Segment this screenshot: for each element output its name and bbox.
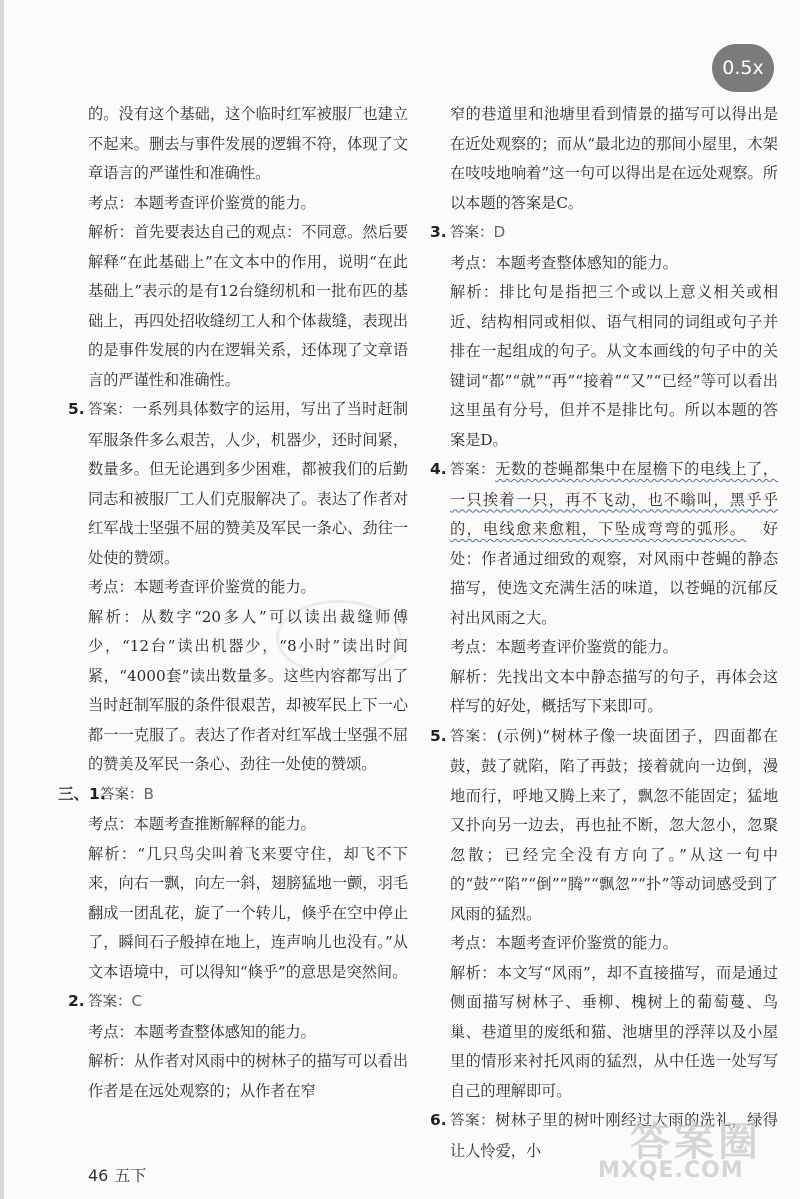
section-3-question-1 bbox=[58, 780, 408, 988]
answer-value: C bbox=[131, 992, 143, 1010]
question-number: 5. bbox=[68, 400, 85, 418]
section-3-question-2 bbox=[68, 987, 408, 1106]
grade-label: 五下 bbox=[114, 1166, 147, 1185]
watermark-logo-text: 答案圈 bbox=[630, 1119, 762, 1165]
question-number: 5. bbox=[430, 726, 447, 745]
question-number: 6. bbox=[430, 1111, 447, 1129]
answer-label: 答案： bbox=[100, 786, 144, 803]
question-5-left bbox=[68, 395, 408, 780]
question-number: 4. bbox=[430, 460, 447, 478]
question-number: 3. bbox=[430, 223, 447, 241]
right-column bbox=[430, 100, 779, 1166]
question-3-right bbox=[430, 218, 778, 455]
kaodian-line: 考点：本题考查评价鉴赏的能力。 bbox=[450, 638, 678, 656]
answer-text: (示例)“树林子像一块面团子，四面都在鼓，鼓了就陷，陷了再鼓；接着就向一边倒，漫地而行，呼地又腾上来了，飘忽不能固定；猛地又扑向另一边去，再也扯不断，忽大忽小，忽聚忽散；已经完全没有方向了。”从这一句中的“鼓”“陷”“倒”“腾”“飘忽”“扑”等动词感受到了风雨的猛烈。 bbox=[450, 726, 778, 923]
kaodian-line: 考点：本题考查评价鉴赏的能力。 bbox=[88, 578, 316, 596]
answer-text: 一系列具体数字的运用，写出了当时赶制军服条件多么艰苦，人少，机器少，还时间紧，数量多。但无论遇到多少困难，都被我们的后勤同志和被服厂工人们克服解决了。表达了作者对红军战士坚强不屈的赞美及军民一条心、劲往一处使的赞颂。 bbox=[88, 400, 408, 567]
page-edge-shadow bbox=[0, 0, 4, 1199]
continued-paragraph: 的。没有这个基础，这个临时红军被服厂也建立不起来。删去与事件发展的逻辑不符，体现了文章语言的严谨性和准确性。 bbox=[88, 105, 408, 182]
jiexi-paragraph: 解析：从数字“20多人”可以读出裁缝师傅少，“12台”读出机器少，“8小时”读出时间紧，“4000套”读出数量多。这些内容都写出了当时赶制军服的条件很艰苦，却被军民上下一心都一一克服了。表达了作者对红军战士坚强不屈的赞美及军民一条心、劲往一处使的赞颂。 bbox=[88, 607, 408, 773]
question-number: 三、1. bbox=[58, 784, 106, 803]
kaodian-line: 考点：本题考查推断解释的能力。 bbox=[88, 815, 316, 833]
continued-paragraph: 窄的巷道里和池塘里看到情景的描写可以得出是在近处观察的；而从“最北边的那间小屋里，木架在吱吱地响着”这一句可以得出是在远处观察。所以本题的答案是C。 bbox=[450, 105, 778, 212]
kaodian-line: 考点：本题考查整体感知的能力。 bbox=[88, 1022, 316, 1041]
page-number: 46 bbox=[88, 1166, 109, 1185]
underlined-quote: 无数的苍蝇都集中在屋檐下的电线上了，一只挨着一只，再不飞动，也不嗡叫，黑乎乎的，电线愈来愈粗，下坠成弯弯的弧形。 bbox=[450, 460, 779, 538]
answer-text: 树林子里的树叶刚经过大雨的洗礼，绿得让人怜爱，小 bbox=[450, 1111, 779, 1160]
question-number: 2. bbox=[68, 992, 85, 1010]
kaodian-line: 考点：本题考查整体感知的能力。 bbox=[450, 253, 678, 272]
answer-label: 答案： bbox=[88, 402, 132, 418]
jiexi-paragraph: 解析：首先要表达自己的观点：不同意。然后要解释“在此基础上”在文本中的作用，说明“在此基础上”表示的是有12台缝纫机和一批布匹的基础上，再四处招收缝纫工人和个体裁缝，表现出的是事件发展的内在逻辑关系，还体现了文章语言的严谨性和准确性。 bbox=[88, 223, 408, 389]
kaodian-line: 考点：本题考查评价鉴赏的能力。 bbox=[450, 934, 678, 952]
playback-speed-button[interactable]: 0.5x bbox=[712, 44, 774, 92]
answer-label: 答案： bbox=[450, 1113, 496, 1129]
jiexi-paragraph: 解析：“几只鸟尖叫着飞来要守住，却飞不下来，向右一飘，向左一斜，翅膀猛地一颤，羽毛翻成一团乱花，旋了一个转儿，倏乎在空中停止了，瞬间石子般掉在地上，连声响儿也没有。”从文本语境中，可以得知“倏乎”的意思是突然间。 bbox=[88, 844, 408, 981]
answer-text: 好处：作者通过细致的观察，对风雨中苍蝇的静态描写，使选文充满生活的味道，以苍蝇的沉郁反衬出风雨之大。 bbox=[450, 520, 779, 627]
answer-label: 答案： bbox=[450, 728, 497, 745]
jiexi-paragraph: 解析：本文写“风雨”，却不直接描写，而是通过侧面描写树林子、垂柳、槐树上的葡萄蔓、鸟巢、巷道里的废纸和猫、池塘里的浮萍以及小屋里的情形来衬托风雨的猛烈，从中任选一处写写自己的理解即可。 bbox=[450, 963, 778, 1100]
kaodian-line: 考点：本题考查评价鉴赏的能力。 bbox=[88, 193, 316, 212]
answer-value: D bbox=[493, 223, 506, 241]
answer-value: B bbox=[143, 784, 154, 803]
question-4-right bbox=[430, 455, 779, 722]
jiexi-paragraph: 解析：排比句是指把三个或以上意义相关或相近、结构相同或相似、语气相同的词组或句子并排在一起组成的句子。从文本画线的句子中的关键词“都”“就”“再”“接着”“又”“已经”等可以看出这里虽有分号，但并不是排比句。所以本题的答案是D。 bbox=[450, 283, 778, 449]
answer-label: 答案： bbox=[450, 462, 496, 478]
answer-label: 答案： bbox=[450, 225, 494, 241]
watermark-url: MXQE.COM bbox=[598, 1158, 744, 1183]
jiexi-paragraph: 解析：从作者对风雨中的树林子的描写可以看出作者是在远处观察的；从作者在窄 bbox=[88, 1052, 408, 1100]
question-5-right bbox=[430, 722, 778, 1107]
page-footer bbox=[88, 1163, 152, 1186]
left-column bbox=[58, 100, 408, 1106]
answer-label: 答案： bbox=[88, 994, 132, 1010]
jiexi-paragraph: 解析：先找出文本中静态描写的句子，再体会这样写的好处，概括写下来即可。 bbox=[450, 667, 778, 715]
site-watermark bbox=[590, 1102, 785, 1192]
